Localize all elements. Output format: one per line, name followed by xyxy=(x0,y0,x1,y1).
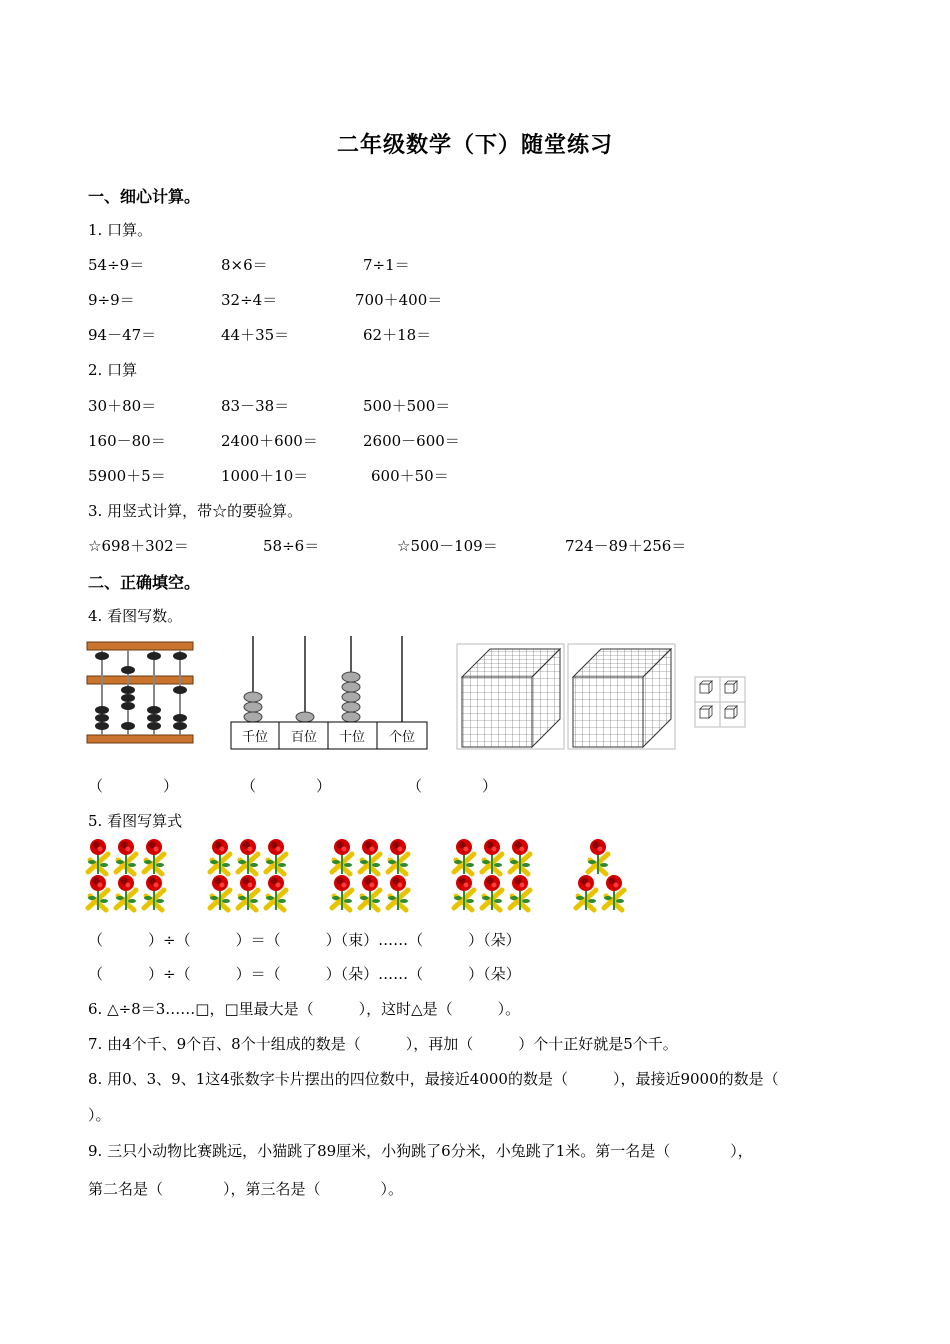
place-value-blocks-figure xyxy=(456,643,748,751)
q2-item: 30＋80＝ xyxy=(88,397,157,415)
q3-item: 58÷6＝ xyxy=(263,537,320,555)
question-6[interactable]: 6. △÷8＝3……□，□里最大是（ ），这时△是（ ）。 xyxy=(88,1000,521,1018)
question-9-line-2[interactable]: 第二名是（ ），第三名是（ ）。 xyxy=(88,1180,404,1198)
q1-item: 7÷1＝ xyxy=(363,256,410,274)
rose-group xyxy=(88,839,164,910)
q2-item: 600＋50＝ xyxy=(371,467,449,485)
question-8-line-2[interactable]: ）。 xyxy=(88,1106,111,1124)
page-title: 二年级数学（下）随堂练习 xyxy=(336,133,613,158)
q3-item: ☆500－109＝ xyxy=(397,537,498,555)
section-heading-calculation: 一、细心计算。 xyxy=(88,187,201,206)
q1-item: 62＋18＝ xyxy=(363,326,432,344)
q1-item: 44＋35＝ xyxy=(221,326,290,344)
q1-item: 8×6＝ xyxy=(221,256,268,274)
question-4-label: 4. 看图写数。 xyxy=(88,607,183,625)
thousand-cube xyxy=(457,644,564,749)
rose-group xyxy=(210,839,286,910)
q5-equation-bunches[interactable]: （ ）÷（ ）＝（ ）（束）……（ ）（朵） xyxy=(88,931,521,949)
q1-item: 32÷4＝ xyxy=(221,291,278,309)
counting-frame-figure xyxy=(230,636,428,751)
place-label: 百位 xyxy=(290,730,318,745)
place-label: 个位 xyxy=(388,730,416,745)
q5-equation-flowers[interactable]: （ ）÷（ ）＝（ ）（朵）……（ ）（朵） xyxy=(88,965,521,983)
question-7[interactable]: 7. 由4个千、9个百、8个十组成的数是（ ），再加（ ）个十正好就是5个千。 xyxy=(88,1035,678,1053)
q1-item: 700＋400＝ xyxy=(355,291,443,309)
q3-item: ☆698＋302＝ xyxy=(88,537,189,555)
roses-figure xyxy=(84,836,644,918)
q3-item: 724－89＋256＝ xyxy=(565,537,687,555)
thousand-cube xyxy=(568,644,675,749)
question-3-label: 3. 用竖式计算，带☆的要验算。 xyxy=(88,502,303,520)
question-1-label: 1. 口算。 xyxy=(88,221,153,239)
q2-item: 1000＋10＝ xyxy=(221,467,309,485)
q1-item: 94－47＝ xyxy=(88,326,157,344)
question-8-line-1[interactable]: 8. 用0、3、9、1这4张数字卡片摆出的四位数中，最接近4000的数是（ ），最接近9000的数是（ xyxy=(88,1070,779,1088)
place-label: 十位 xyxy=(338,730,366,745)
q2-item: 2400＋600＝ xyxy=(221,432,318,450)
q2-item: 160－80＝ xyxy=(88,432,166,450)
rose-group xyxy=(332,839,408,910)
answer-blank[interactable]: （ ） xyxy=(407,777,498,795)
unit-cubes xyxy=(695,677,745,727)
rose-group-remainder xyxy=(576,839,624,910)
q1-item: 9÷9＝ xyxy=(88,291,135,309)
q2-item: 5900＋5＝ xyxy=(88,467,166,485)
question-5-label: 5. 看图写算式 xyxy=(88,812,183,830)
place-label: 千位 xyxy=(241,730,269,745)
question-9-line-1[interactable]: 9. 三只小动物比赛跳远，小猫跳了89厘米，小狗跳了6分米，小兔跳了1米。第一名是（ ）， xyxy=(88,1142,753,1160)
abacus-figure xyxy=(86,640,196,748)
answer-blank[interactable]: （ ） xyxy=(88,777,179,795)
q2-item: 500＋500＝ xyxy=(363,397,451,415)
q1-item: 54÷9＝ xyxy=(88,256,145,274)
answer-blank[interactable]: （ ） xyxy=(241,777,332,795)
section-heading-fill-blanks: 二、正确填空。 xyxy=(88,573,201,592)
q2-item: 2600－600＝ xyxy=(363,432,460,450)
q2-item: 83－38＝ xyxy=(221,397,290,415)
question-2-label: 2. 口算 xyxy=(88,361,138,379)
rose-group xyxy=(454,839,530,910)
